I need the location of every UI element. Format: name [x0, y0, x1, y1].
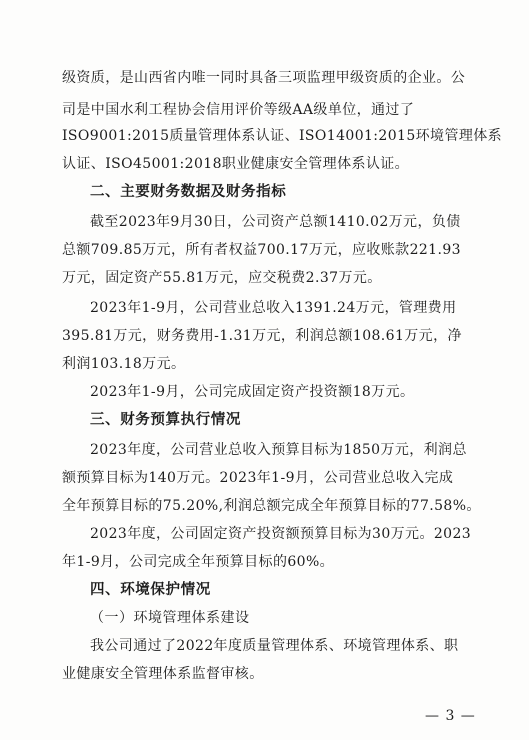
body-text-line: 级资质，是山西省内唯一同时具备三项监理甲级资质的企业。公: [62, 70, 466, 86]
body-text-line: 业健康安全管理体系监督审核。: [62, 666, 264, 682]
subsection-heading-env-management: （一）环境管理体系建设: [90, 610, 250, 626]
body-text-line: 认证、ISO45001:2018职业健康安全管理体系认证。: [62, 156, 410, 172]
body-text-line: 2023年1-9月，公司完成固定资产投资额18万元。: [90, 384, 415, 400]
body-text-line: 司是中国水利工程协会信用评价等级AA级单位，通过了: [62, 102, 415, 118]
body-text-line: 全年预算目标的75.20%,利润总额完成全年预算目标的77.58%。: [62, 498, 481, 514]
body-text-line: 总额709.85万元，所有者权益700.17万元，应收账款221.93: [62, 242, 461, 258]
body-text-line: 截至2023年9月30日，公司资产总额1410.02万元，负债: [90, 214, 461, 230]
section-heading-financial-data: 二、主要财务数据及财务指标: [90, 184, 287, 200]
body-text-line: 我公司通过了2022年度质量管理体系、环境管理体系、职: [90, 638, 459, 654]
body-text-line: ISO9001:2015质量管理体系认证、ISO14001:2015环境管理体系: [62, 128, 503, 144]
section-heading-budget-execution: 三、财务预算执行情况: [90, 412, 241, 428]
page-number: — 3 —: [425, 708, 476, 724]
body-text-line: 万元，固定资产55.81万元，应交税费2.37万元。: [62, 270, 382, 286]
body-text-line: 额预算目标为140万元。2023年1-9月，公司营业总收入完成: [62, 470, 454, 486]
section-heading-environment: 四、环境保护情况: [90, 582, 211, 598]
body-text-line: 395.81万元，财务费用-1.31万元，利润总额108.61万元，净: [62, 328, 462, 344]
body-text-line: 2023年度，公司固定资产投资额预算目标为30万元。2023: [90, 526, 472, 542]
body-text-line: 利润103.18万元。: [62, 356, 186, 372]
body-text-line: 2023年度，公司营业总收入预算目标为1850万元，利润总: [90, 442, 467, 458]
body-text-line: 年1-9月，公司完成全年预算目标的60%。: [62, 554, 335, 570]
body-text-line: 2023年1-9月，公司营业总收入1391.24万元，管理费用: [90, 300, 457, 316]
